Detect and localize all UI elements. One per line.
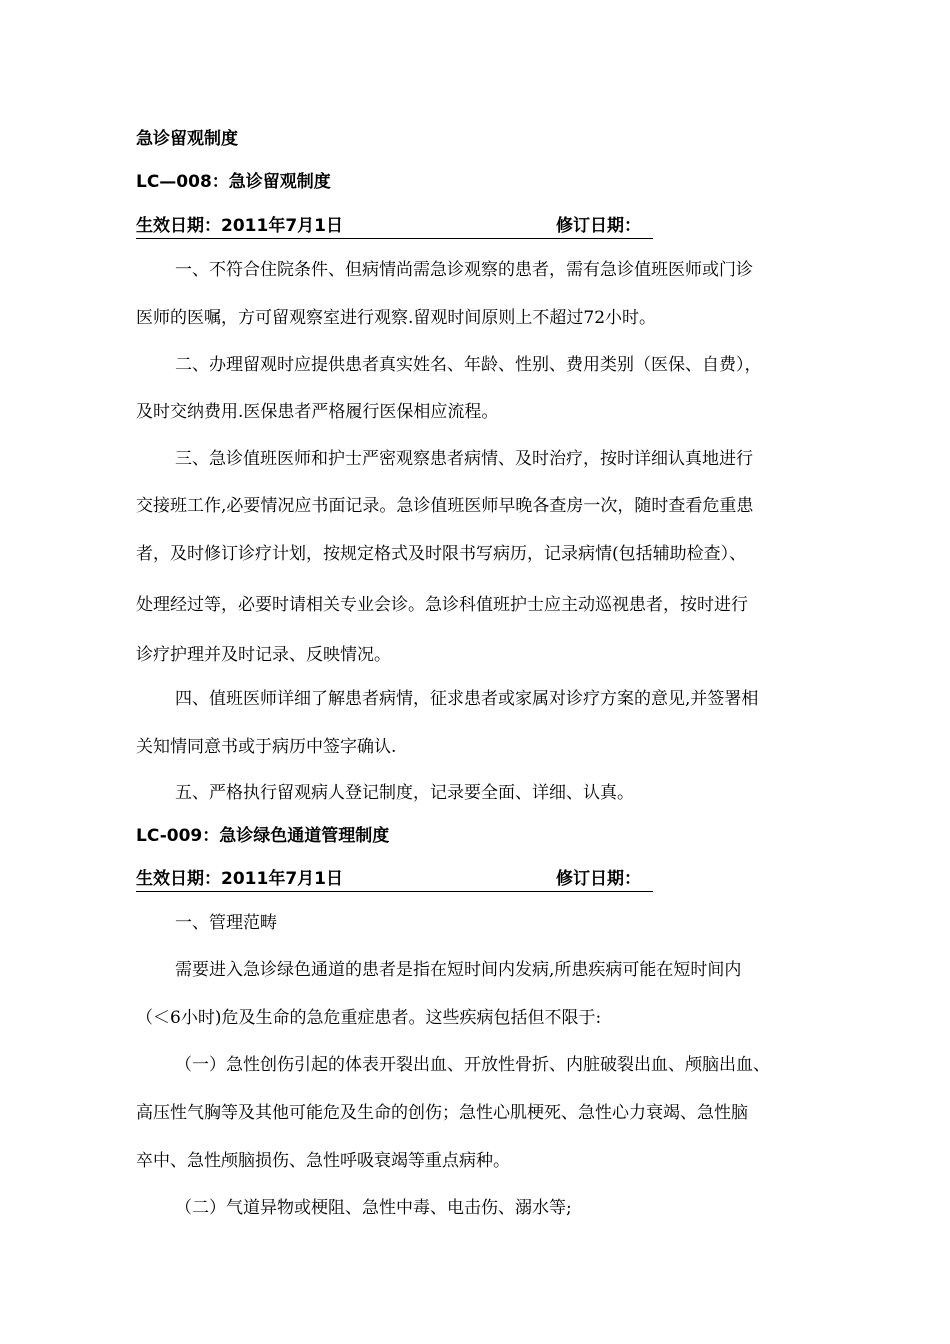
paragraph-line: （一）急性创伤引起的体表开裂出血、开放性骨折、内脏破裂出血、颅脑出血、 xyxy=(175,1055,770,1075)
date-line-lc009 xyxy=(136,869,653,892)
paragraph-line: 高压性气胸等及其他可能危及生命的创伤；急性心肌梗死、急性心力衰竭、急性脑 xyxy=(136,1103,748,1123)
paragraph-line: 需要进入急诊绿色通道的患者是指在短时间内发病,所患疾病可能在短时间内 xyxy=(175,960,742,980)
paragraph-line: 二、办理留观时应提供患者真实姓名、年龄、性别、费用类别（医保、自费）， xyxy=(175,355,762,375)
revision-date: 修订日期： xyxy=(556,869,641,889)
paragraph-line: 五、严格执行留观病人登记制度，记录要全面、详细、认真。 xyxy=(175,783,634,803)
effective-date: 生效日期：2011年7月1日 xyxy=(136,216,343,236)
document-title: 急诊留观制度 xyxy=(136,129,238,149)
paragraph-line: 三、急诊值班医师和护士严密观察患者病情、及时治疗，按时详细认真地进行 xyxy=(175,449,753,469)
paragraph-line: 诊疗护理并及时记录、反映情况。 xyxy=(136,645,391,665)
paragraph-line: （二）气道异物或梗阻、急性中毒、电击伤、溺水等; xyxy=(175,1198,572,1218)
paragraph-line: 一、不符合住院条件、但病情尚需急诊观察的患者，需有急诊值班医师或门诊 xyxy=(175,260,753,280)
effective-date: 生效日期：2011年7月1日 xyxy=(136,869,343,889)
paragraph-line: 交接班工作,必要情况应书面记录。急诊值班医师早晚各查房一次，随时查看危重患 xyxy=(136,496,754,516)
paragraph-line: 及时交纳费用.医保患者严格履行医保相应流程。 xyxy=(136,402,499,422)
paragraph-line: 医师的医嘱，方可留观察室进行观察.留观时间原则上不超过72小时。 xyxy=(136,308,657,328)
paragraph-line: （＜6小时)危及生命的急危重症患者。这些疾病包括但不限于: xyxy=(136,1008,602,1028)
section-heading-lc008: LC—008：急诊留观制度 xyxy=(136,172,331,192)
revision-date: 修订日期： xyxy=(556,216,641,236)
paragraph-line: 者，及时修订诊疗计划，按规定格式及时限书写病历，记录病情(包括辅助检查）、 xyxy=(136,544,747,564)
paragraph-line: 处理经过等，必要时请相关专业会诊。急诊科值班护士应主动巡视患者，按时进行 xyxy=(136,595,748,615)
section-heading-lc009: LC-009：急诊绿色通道管理制度 xyxy=(136,826,390,846)
paragraph-line: 一、管理范畴 xyxy=(175,913,277,933)
paragraph-line: 四、值班医师详细了解患者病情，征求患者或家属对诊疗方案的意见,并签署相 xyxy=(175,689,759,709)
paragraph-line: 卒中、急性颅脑损伤、急性呼吸衰竭等重点病种。 xyxy=(136,1151,510,1171)
paragraph-line: 关知情同意书或于病历中签字确认. xyxy=(136,737,397,757)
date-line-lc008 xyxy=(136,216,653,239)
